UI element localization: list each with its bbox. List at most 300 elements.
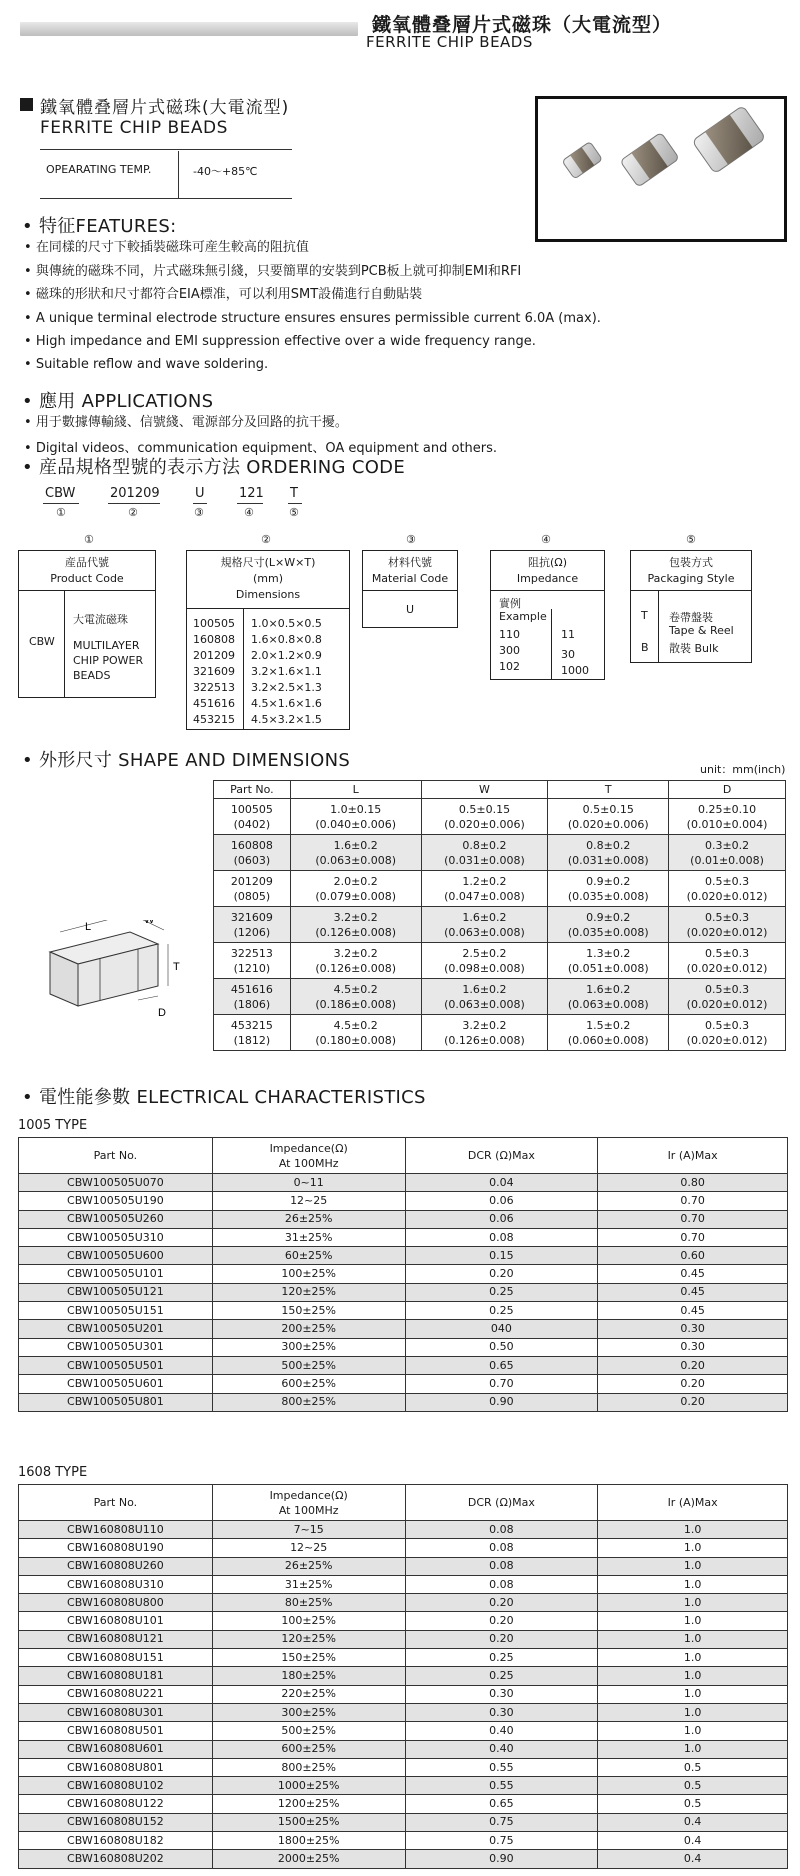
table-cell: 1.0 [598, 1703, 788, 1721]
impedance-code: 300 [499, 644, 520, 657]
temp-value: -40～+85℃ [193, 165, 258, 178]
table-cell: CBW160808U181 [19, 1667, 213, 1685]
table-row [214, 871, 786, 907]
divider [108, 503, 160, 504]
product-code-value: CBW [29, 635, 55, 648]
table-row [19, 1557, 788, 1575]
table-cell: 0.70 [598, 1210, 788, 1228]
table-cell: 0.25 [405, 1667, 598, 1685]
table-cell: 600±25% [212, 1740, 405, 1758]
table-cell: 0.08 [405, 1521, 598, 1539]
table-row [19, 1302, 788, 1320]
table-cell: 0.70 [598, 1192, 788, 1210]
product-code-box [18, 550, 156, 698]
table-cell: 0.70 [405, 1375, 598, 1393]
table-cell: 0.90 [405, 1850, 598, 1868]
impedance-value: 1000 [561, 664, 589, 677]
table-cell: 453215 (1812) [214, 1015, 291, 1051]
table-cell: 0.90 [405, 1393, 598, 1411]
code-part: CBW [45, 486, 76, 501]
table-cell: 1000±25% [212, 1777, 405, 1795]
table-row [19, 1210, 788, 1228]
table-cell: 31±25% [212, 1228, 405, 1246]
dims-value: 2.0×1.2×0.9 [251, 649, 322, 662]
table-cell: 12~25 [212, 1539, 405, 1557]
table-cell: 040 [405, 1320, 598, 1338]
table-cell: 0.5±0.15 (0.020±0.006) [421, 799, 548, 835]
applications-heading: • 應用 APPLICATIONS [22, 391, 214, 412]
table-cell: 0.75 [405, 1813, 598, 1831]
diagram-label-d: D [158, 1007, 166, 1019]
table-cell: 201209 (0805) [214, 871, 291, 907]
table-cell: 0.5 [598, 1758, 788, 1776]
table-cell: 0.9±0.2 (0.035±0.008) [548, 871, 669, 907]
table-cell: CBW160808U310 [19, 1575, 213, 1593]
table-cell: 300±25% [212, 1703, 405, 1721]
packaging-code: B [641, 641, 649, 654]
dims-value: 1.6×0.8×0.8 [251, 633, 322, 646]
table-cell: CBW100505U310 [19, 1228, 213, 1246]
table-row [19, 1575, 788, 1593]
impedance-value: 11 [561, 628, 575, 641]
table-row [19, 1338, 788, 1356]
table-cell: CBW160808U182 [19, 1832, 213, 1850]
table-cell: 1.6±0.2 (0.063±0.008) [421, 907, 548, 943]
table-row [19, 1703, 788, 1721]
code-part: 121 [239, 486, 264, 501]
code-part: 201209 [110, 486, 160, 501]
divider [237, 503, 263, 504]
dimensions-box [186, 550, 350, 730]
table-cell: 1.6±0.2 (0.063±0.008) [548, 979, 669, 1015]
code-part: T [290, 486, 298, 501]
table-row [19, 1612, 788, 1630]
column-header: DCR (Ω)Max [405, 1138, 598, 1174]
table-cell: 100505 (0402) [214, 799, 291, 835]
table-cell: 0.4 [598, 1832, 788, 1850]
table-cell: 0.3±0.2 (0.01±0.008) [669, 835, 786, 871]
features-heading: • 特征FEATURES: [22, 216, 177, 237]
table-cell: 1.0 [598, 1612, 788, 1630]
table-cell: 0.20 [405, 1594, 598, 1612]
electrical-table-1608 [18, 1484, 788, 1869]
table-cell: 220±25% [212, 1685, 405, 1703]
table-cell: 0.55 [405, 1777, 598, 1795]
impedance-example-zh: 實例 [499, 597, 521, 610]
dims-code: 453215 [193, 713, 235, 726]
code-number: ④ [244, 506, 254, 519]
type-label: 1608 TYPE [18, 1465, 88, 1480]
table-cell: 1.0 [598, 1722, 788, 1740]
table-cell: 0.45 [598, 1302, 788, 1320]
table-cell: CBW100505U301 [19, 1338, 213, 1356]
table-cell: 600±25% [212, 1375, 405, 1393]
table-row [19, 1265, 788, 1283]
table-row [214, 907, 786, 943]
table-cell: 120±25% [212, 1630, 405, 1648]
table-cell: 1.6±0.2 (0.063±0.008) [421, 979, 548, 1015]
chip-dimension-diagram [40, 920, 190, 1034]
table-cell: 0.08 [405, 1539, 598, 1557]
table-row [19, 1174, 788, 1192]
feature-item: • 磁珠的形狀和尺寸都符合EIA標准，可以利用SMT設備進行自動貼裝 [24, 287, 423, 302]
product-desc-zh: 大電流磁珠 [73, 613, 128, 626]
table-cell: CBW100505U121 [19, 1283, 213, 1301]
table-cell: 451616 (1806) [214, 979, 291, 1015]
box-number: ① [84, 533, 94, 546]
table-cell: CBW160808U121 [19, 1630, 213, 1648]
header-title-zh: 鐵氧體叠層片式磁珠（大電流型） [372, 14, 673, 36]
table-cell: 0.45 [598, 1265, 788, 1283]
table-row [19, 1740, 788, 1758]
box-header: 産品代號 Product Code [19, 551, 155, 591]
table-cell: 1.5±0.2 (0.060±0.008) [548, 1015, 669, 1051]
table-cell: 1.0 [598, 1630, 788, 1648]
box-header: 材料代號 Material Code [363, 551, 457, 591]
table-cell: 1.0±0.15 (0.040±0.006) [290, 799, 421, 835]
divider [43, 503, 79, 504]
column-header: Impedance(Ω) At 100MHz [212, 1485, 405, 1521]
table-row [19, 1685, 788, 1703]
unit-label: unit：mm(inch) [700, 763, 786, 776]
table-cell: 0.25 [405, 1302, 598, 1320]
table-cell: 4.5±0.2 (0.180±0.008) [290, 1015, 421, 1051]
table-cell: 0.5±0.3 (0.020±0.012) [669, 979, 786, 1015]
table-cell: 0.25 [405, 1649, 598, 1667]
table-cell: 0.25 [405, 1283, 598, 1301]
table-cell: 0.75 [405, 1832, 598, 1850]
material-code-value: U [406, 603, 415, 616]
table-cell: CBW160808U801 [19, 1758, 213, 1776]
temp-label: OPEARATING TEMP. [46, 163, 152, 176]
table-cell: 0.8±0.2 (0.031±0.008) [421, 835, 548, 871]
table-cell: CBW100505U600 [19, 1247, 213, 1265]
table-cell: 0.5±0.3 (0.020±0.012) [669, 907, 786, 943]
divider [178, 151, 179, 199]
table-cell: 0.4 [598, 1850, 788, 1868]
table-cell: CBW160808U190 [19, 1539, 213, 1557]
feature-item: • 與傳統的磁珠不同，片式磁珠無引綫，只要簡單的安裝到PCB板上就可抑制EMI和RFI [24, 264, 522, 279]
table-cell: 31±25% [212, 1575, 405, 1593]
table-cell: 0.08 [405, 1575, 598, 1593]
table-cell: 0.20 [598, 1393, 788, 1411]
section-square-icon [20, 98, 33, 111]
table-cell: 0.5±0.3 (0.020±0.012) [669, 1015, 786, 1051]
dims-code: 451616 [193, 697, 235, 710]
impedance-value: 30 [561, 648, 575, 661]
table-cell: 1.0 [598, 1740, 788, 1758]
table-cell: 0.55 [405, 1758, 598, 1776]
intro-title-en: FERRITE CHIP BEADS [40, 118, 228, 138]
bead-small-icon [562, 141, 602, 179]
table-row [19, 1320, 788, 1338]
table-cell: 0.80 [598, 1174, 788, 1192]
table-cell: CBW100505U201 [19, 1320, 213, 1338]
table-cell: CBW160808U110 [19, 1521, 213, 1539]
table-cell: 26±25% [212, 1210, 405, 1228]
table-cell: 1200±25% [212, 1795, 405, 1813]
table-cell: CBW160808U122 [19, 1795, 213, 1813]
table-cell: 0.5±0.3 (0.020±0.012) [669, 943, 786, 979]
application-item: • Digital videos、communication equipment、OA equipment and others. [24, 441, 498, 456]
table-cell: 2.0±0.2 (0.079±0.008) [290, 871, 421, 907]
table-cell: 0.9±0.2 (0.035±0.008) [548, 907, 669, 943]
table-cell: CBW160808U501 [19, 1722, 213, 1740]
packaging-code: T [641, 609, 648, 622]
table-cell: 200±25% [212, 1320, 405, 1338]
dimensions-table [213, 780, 786, 1051]
table-cell: 1.0 [598, 1557, 788, 1575]
table-row [19, 1521, 788, 1539]
table-row [19, 1667, 788, 1685]
table-row [19, 1247, 788, 1265]
impedance-box [490, 550, 605, 680]
table-cell: 322513 (1210) [214, 943, 291, 979]
table-cell: CBW160808U151 [19, 1649, 213, 1667]
feature-item: • High impedance and EMI suppression effective over a wide frequency range. [24, 334, 536, 349]
table-cell: CBW100505U101 [19, 1265, 213, 1283]
diagram-label-t: T [173, 961, 180, 973]
feature-item: • A unique terminal electrode structure ensures ensures permissible current 6.0A (max). [24, 311, 601, 326]
table-cell: 500±25% [212, 1356, 405, 1374]
code-number: ⑤ [289, 506, 299, 519]
table-cell: 0.08 [405, 1557, 598, 1575]
code-number: ③ [194, 506, 204, 519]
table-cell: 12~25 [212, 1192, 405, 1210]
table-cell: 0.5 [598, 1777, 788, 1795]
feature-item: • Suitable reflow and wave soldering. [24, 357, 269, 372]
dims-value: 4.5×3.2×1.5 [251, 713, 322, 726]
table-cell: 1.0 [598, 1594, 788, 1612]
table-cell: 0.20 [598, 1356, 788, 1374]
table-cell: 1800±25% [212, 1832, 405, 1850]
bead-large-icon [692, 105, 766, 173]
column-header: Part No. [19, 1485, 213, 1521]
table-cell: 0.65 [405, 1356, 598, 1374]
dims-code: 321609 [193, 665, 235, 678]
table-cell: 0.04 [405, 1174, 598, 1192]
table-cell: CBW160808U202 [19, 1850, 213, 1868]
table-cell: 26±25% [212, 1557, 405, 1575]
table-cell: CBW100505U070 [19, 1174, 213, 1192]
box-number: ② [261, 533, 271, 546]
table-cell: CBW100505U601 [19, 1375, 213, 1393]
shape-heading: • 外形尺寸 SHAPE AND DIMENSIONS [22, 750, 351, 771]
column-header: T [548, 781, 669, 799]
table-cell: 0.40 [405, 1740, 598, 1758]
intro-title-zh: 鐵氧體叠層片式磁珠(大電流型) [40, 98, 290, 118]
table-cell: 1.0 [598, 1521, 788, 1539]
dims-value: 4.5×1.6×1.6 [251, 697, 322, 710]
box-header: 阻抗(Ω) Impedance [491, 551, 604, 591]
dims-code: 322513 [193, 681, 235, 694]
table-cell: CBW100505U190 [19, 1192, 213, 1210]
table-row [214, 1015, 786, 1051]
code-number: ① [56, 506, 66, 519]
impedance-code: 110 [499, 628, 520, 641]
column-header: D [669, 781, 786, 799]
divider [40, 149, 292, 150]
table-cell: 0.65 [405, 1795, 598, 1813]
box-header: 規格尺寸(L×W×T) (mm) Dimensions [187, 551, 349, 609]
table-row [19, 1777, 788, 1795]
table-row [19, 1594, 788, 1612]
impedance-example-en: Example [499, 610, 547, 623]
electrical-table-1005 [18, 1137, 788, 1412]
table-cell: 3.2±0.2 (0.126±0.008) [290, 943, 421, 979]
table-row [214, 979, 786, 1015]
table-cell: 0.20 [405, 1612, 598, 1630]
table-cell: 0.30 [405, 1685, 598, 1703]
feature-item: • 在同樣的尺寸下較插裝磁珠可産生較高的阻抗值 [24, 240, 309, 255]
table-cell: 2000±25% [212, 1850, 405, 1868]
table-cell: 1.0 [598, 1575, 788, 1593]
table-row [19, 1649, 788, 1667]
table-cell: CBW100505U151 [19, 1302, 213, 1320]
table-cell: 1.2±0.2 (0.047±0.008) [421, 871, 548, 907]
table-cell: CBW160808U301 [19, 1703, 213, 1721]
table-cell: 3.2±0.2 (0.126±0.008) [421, 1015, 548, 1051]
table-cell: 1.6±0.2 (0.063±0.008) [290, 835, 421, 871]
table-cell: 0.30 [405, 1703, 598, 1721]
electrical-heading: • 電性能參數 ELECTRICAL CHARACTERISTICS [22, 1087, 426, 1108]
column-header: Impedance(Ω) At 100MHz [212, 1138, 405, 1174]
table-cell: 80±25% [212, 1594, 405, 1612]
table-cell: 2.5±0.2 (0.098±0.008) [421, 943, 548, 979]
table-row [19, 1356, 788, 1374]
table-cell: 321609 (1206) [214, 907, 291, 943]
table-row [214, 835, 786, 871]
dims-value: 3.2×1.6×1.1 [251, 665, 322, 678]
dims-value: 1.0×0.5×0.5 [251, 617, 322, 630]
table-cell: CBW160808U152 [19, 1813, 213, 1831]
table-cell: 0.4 [598, 1813, 788, 1831]
column-header: DCR (Ω)Max [405, 1485, 598, 1521]
table-cell: 0.06 [405, 1210, 598, 1228]
divider [288, 503, 302, 504]
table-cell: 0.45 [598, 1283, 788, 1301]
table-cell: 0.40 [405, 1722, 598, 1740]
table-cell: 500±25% [212, 1722, 405, 1740]
dims-code: 160808 [193, 633, 235, 646]
table-cell: 1.0 [598, 1667, 788, 1685]
table-row [19, 1795, 788, 1813]
table-row [19, 1539, 788, 1557]
table-cell: 1.0 [598, 1539, 788, 1557]
table-cell: 0.50 [405, 1338, 598, 1356]
table-cell: 0.20 [405, 1265, 598, 1283]
packaging-desc: 卷帶盤裝 [669, 611, 713, 624]
table-cell: 3.2±0.2 (0.126±0.008) [290, 907, 421, 943]
table-cell: CBW100505U801 [19, 1393, 213, 1411]
table-cell: CBW160808U101 [19, 1612, 213, 1630]
table-cell: CBW160808U601 [19, 1740, 213, 1758]
column-header: Part No. [19, 1138, 213, 1174]
header-bar [20, 22, 358, 36]
table-cell: CBW160808U260 [19, 1557, 213, 1575]
table-cell: 1.0 [598, 1649, 788, 1667]
dims-code: 100505 [193, 617, 235, 630]
box-number: ⑤ [686, 533, 696, 546]
column-header: L [290, 781, 421, 799]
packaging-box [630, 550, 752, 663]
type-label: 1005 TYPE [18, 1118, 88, 1133]
table-header-row [19, 1138, 788, 1174]
product-desc-en: BEADS [73, 669, 111, 682]
table-row [19, 1813, 788, 1831]
diagram-label-w: W [144, 920, 155, 926]
table-cell: 0.15 [405, 1247, 598, 1265]
box-number: ③ [406, 533, 416, 546]
table-row [19, 1850, 788, 1868]
table-cell: 7~15 [212, 1521, 405, 1539]
table-cell: 0.06 [405, 1192, 598, 1210]
table-cell: 0~11 [212, 1174, 405, 1192]
table-row [19, 1630, 788, 1648]
table-cell: CBW160808U102 [19, 1777, 213, 1795]
table-cell: 0.25±0.10 (0.010±0.004) [669, 799, 786, 835]
column-header: W [421, 781, 548, 799]
table-cell: 0.5±0.15 (0.020±0.006) [548, 799, 669, 835]
table-row [19, 1375, 788, 1393]
code-part: U [195, 486, 205, 501]
table-cell: 4.5±0.2 (0.186±0.008) [290, 979, 421, 1015]
application-item: • 用于數據傳輸綫、信號綫、電源部分及回路的抗干擾。 [24, 415, 348, 430]
material-code-box [362, 550, 458, 628]
table-cell: 100±25% [212, 1265, 405, 1283]
column-header: Ir (A)Max [598, 1485, 788, 1521]
table-cell: 0.30 [598, 1338, 788, 1356]
table-cell: 120±25% [212, 1283, 405, 1301]
divider [193, 503, 207, 504]
table-header-row [214, 781, 786, 799]
table-row [19, 1758, 788, 1776]
table-row [214, 799, 786, 835]
table-cell: 800±25% [212, 1758, 405, 1776]
table-cell: 0.5 [598, 1795, 788, 1813]
table-row [19, 1832, 788, 1850]
impedance-code: 102 [499, 660, 520, 673]
table-row [19, 1283, 788, 1301]
product-photo [535, 96, 787, 242]
table-cell: 0.5±0.3 (0.020±0.012) [669, 871, 786, 907]
table-cell: 1.3±0.2 (0.051±0.008) [548, 943, 669, 979]
table-cell: 1500±25% [212, 1813, 405, 1831]
column-header: Part No. [214, 781, 291, 799]
table-cell: 0.70 [598, 1228, 788, 1246]
table-cell: CBW160808U800 [19, 1594, 213, 1612]
product-desc-en: MULTILAYER [73, 639, 140, 652]
table-row [19, 1722, 788, 1740]
header-title-en: FERRITE CHIP BEADS [366, 33, 533, 51]
divider [40, 198, 292, 199]
diagram-label-l: L [85, 921, 92, 933]
table-cell: CBW100505U501 [19, 1356, 213, 1374]
packaging-desc: Tape & Reel [669, 624, 734, 637]
table-cell: 160808 (0603) [214, 835, 291, 871]
table-cell: 180±25% [212, 1667, 405, 1685]
table-cell: 0.08 [405, 1228, 598, 1246]
table-cell: 0.60 [598, 1247, 788, 1265]
ordering-heading: • 産品規格型號的表示方法 ORDERING CODE [22, 457, 406, 478]
table-row [19, 1192, 788, 1210]
table-header-row [19, 1485, 788, 1521]
column-header: Ir (A)Max [598, 1138, 788, 1174]
table-row [214, 943, 786, 979]
table-cell: 0.20 [598, 1375, 788, 1393]
table-cell: CBW160808U221 [19, 1685, 213, 1703]
dims-code: 201209 [193, 649, 235, 662]
